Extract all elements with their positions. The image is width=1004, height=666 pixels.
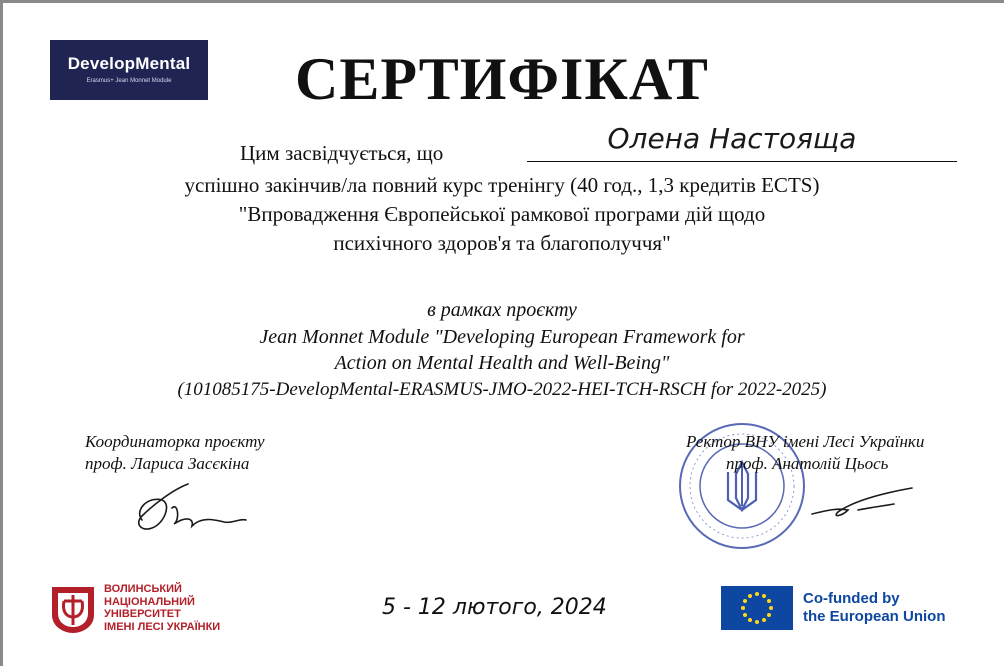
eu-line2: the European Union	[803, 608, 946, 625]
university-line3: УНІВЕРСИТЕТ	[104, 608, 181, 620]
logo-subtitle: Erasmus+ Jean Monnet Module	[86, 78, 172, 84]
project-line2: Action on Mental Health and Well-Being"	[334, 352, 670, 374]
name-underline	[527, 161, 957, 162]
project-line1: Jean Monnet Module "Developing European Framework for	[259, 326, 745, 348]
university-logo-icon	[48, 583, 98, 635]
frame-top-border	[0, 0, 1004, 3]
university-line1: ВОЛИНСЬКИЙ	[104, 583, 182, 595]
certificate-title: СЕРТИФІКАТ	[295, 46, 709, 112]
coordinator-block	[85, 431, 265, 475]
completed-text: успішно закінчив/ла повний курс тренінгу (40 год., 1,3 кредитів ECTS)	[184, 173, 820, 197]
recipient-name: Олена Настояща	[607, 122, 857, 155]
eu-cofunded-text	[803, 590, 946, 626]
university-name	[104, 583, 220, 633]
coordinator-signature	[128, 480, 258, 540]
coordinator-title: Координаторка проєкту	[85, 432, 265, 451]
course-title-line1: "Впровадження Європейської рамкової програми дій щодо	[238, 202, 766, 226]
university-line4: ІМЕНІ ЛЕСІ УКРАЇНКИ	[104, 620, 221, 633]
coordinator-name: проф. Лариса Засєкіна	[85, 454, 250, 473]
eu-line1: Co-funded by	[803, 590, 900, 607]
course-title-line2: психічного здоров'я та благополуччя"	[333, 231, 671, 255]
rector-block	[686, 431, 924, 475]
project-line3: (101085175-DevelopMental-ERASMUS-JMO-2022-HEI-TCH-RSCH for 2022-2025)	[177, 379, 827, 400]
rector-title: Ректор ВНУ імені Лесі Українки	[686, 432, 925, 451]
rector-name: проф. Анатолій Цьось	[726, 454, 889, 473]
certify-text: Цим засвідчується, що	[240, 141, 444, 165]
project-intro: в рамках проєкту	[427, 299, 577, 321]
eu-flag-icon	[721, 586, 793, 630]
logo-title: DevelopMental	[67, 54, 191, 73]
university-line2: НАЦІОНАЛЬНИЙ	[104, 595, 195, 608]
rector-signature	[808, 484, 918, 524]
training-dates: 5 - 12 лютого, 2024	[382, 595, 607, 620]
